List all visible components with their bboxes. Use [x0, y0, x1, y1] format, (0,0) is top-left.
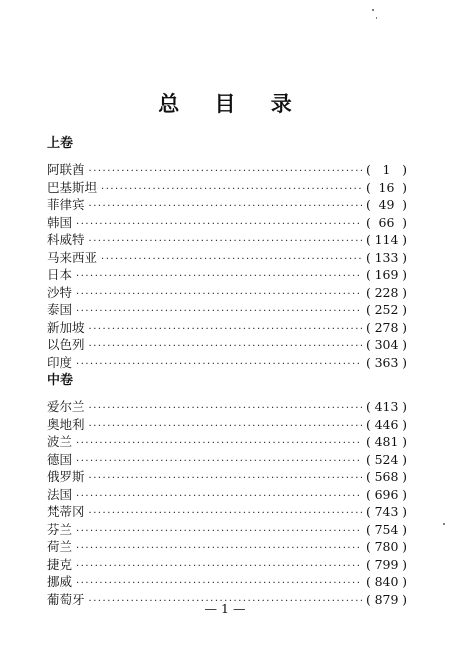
toc-entry-page — [366, 468, 407, 486]
toc-entry[interactable] — [47, 521, 407, 539]
toc-entry[interactable] — [47, 231, 407, 249]
toc-entry-title: 日本 — [47, 267, 73, 282]
paren-close: ) — [402, 302, 407, 317]
toc-entry-page — [366, 433, 407, 451]
dot-leader — [89, 198, 362, 216]
toc-entry[interactable] — [47, 573, 407, 591]
dot-leader — [89, 505, 362, 523]
page-number-footer: — 1 — — [204, 601, 246, 616]
paren-close: ) — [402, 337, 407, 352]
paren-close: ) — [402, 319, 407, 335]
paren-open: ( — [366, 302, 371, 317]
toc-entry[interactable] — [47, 161, 407, 179]
dot-leader — [76, 488, 362, 506]
dot-leader — [76, 453, 362, 471]
paren-close: ) — [402, 354, 407, 370]
toc-entry-page — [366, 416, 407, 434]
dot-leader — [89, 233, 362, 251]
page-number: 879 — [374, 591, 399, 607]
paren-open: ( — [366, 556, 371, 572]
toc-entry[interactable] — [47, 179, 407, 197]
paren-open: ( — [366, 521, 371, 537]
toc-entry-page — [366, 486, 407, 504]
toc-entry[interactable] — [47, 196, 407, 214]
paren-open: ( — [366, 451, 371, 467]
paren-open: ( — [366, 249, 371, 265]
paren-open: ( — [366, 539, 371, 554]
section-heading: 中卷 — [47, 373, 74, 388]
toc-entry-page — [366, 354, 407, 372]
toc-entry[interactable] — [47, 433, 407, 451]
paren-close: ) — [402, 591, 407, 607]
paren-close: ) — [402, 232, 407, 247]
toc-entry-title: 荷兰 — [47, 539, 73, 554]
toc-entry[interactable] — [47, 301, 407, 319]
toc-entry[interactable] — [47, 319, 407, 337]
page-number: 252 — [374, 302, 399, 317]
page-number: 446 — [374, 416, 399, 432]
toc-entry[interactable] — [47, 486, 407, 504]
dot-leader — [76, 523, 362, 541]
dot-leader — [76, 356, 362, 374]
toc-section-upper-volume — [47, 136, 407, 371]
toc-entry-title: 爱尔兰 — [47, 399, 85, 414]
page-number: 49 — [378, 197, 395, 212]
paren-open: ( — [366, 337, 371, 352]
page-number: 1 — [382, 162, 391, 177]
toc-entry-title: 沙特 — [47, 284, 73, 300]
dot-leader — [76, 575, 362, 593]
dot-leader — [89, 470, 362, 488]
dot-leader — [76, 435, 362, 453]
paren-close: ) — [402, 249, 407, 265]
toc-entry[interactable] — [47, 556, 407, 574]
paren-close: ) — [402, 267, 407, 282]
page-number: 16 — [378, 179, 395, 195]
toc-entry-title: 法国 — [47, 486, 73, 502]
paren-open: ( — [366, 319, 371, 335]
scan-speck — [372, 9, 374, 11]
toc-entry-title: 巴基斯坦 — [47, 179, 98, 195]
dot-leader — [76, 286, 362, 304]
paren-close: ) — [402, 574, 407, 589]
paren-close: ) — [402, 451, 407, 467]
toc-entry-title: 波兰 — [47, 434, 73, 449]
paren-close: ) — [402, 179, 407, 195]
toc-entry-page — [366, 451, 407, 469]
toc-entry[interactable] — [47, 266, 407, 284]
dot-leader — [76, 303, 362, 321]
toc-entry-page — [366, 556, 407, 574]
paren-open: ( — [366, 591, 371, 607]
toc-list — [47, 398, 407, 608]
toc-entry-title: 葡萄牙 — [47, 591, 85, 607]
toc-entry-page — [366, 336, 407, 354]
page-number: 133 — [374, 249, 399, 265]
toc-entry-title: 奥地利 — [47, 416, 85, 432]
toc-entry-title: 梵蒂冈 — [47, 504, 85, 519]
toc-entry-title: 以色列 — [47, 337, 85, 352]
toc-entry[interactable] — [47, 214, 407, 232]
toc-entry-title: 挪威 — [47, 574, 73, 589]
toc-entry-title: 印度 — [47, 354, 73, 370]
dot-leader — [76, 216, 362, 234]
toc-entry-title: 科威特 — [47, 232, 85, 247]
dot-leader — [89, 163, 362, 181]
paren-close: ) — [402, 469, 407, 484]
toc-entry-page — [366, 231, 407, 249]
toc-entry[interactable] — [47, 538, 407, 556]
scan-speck — [443, 523, 445, 525]
toc-entry-page — [366, 398, 407, 416]
paren-open: ( — [366, 197, 371, 212]
dot-leader — [89, 321, 362, 339]
page-number: 799 — [374, 556, 399, 572]
dot-leader — [101, 251, 362, 269]
toc-list — [47, 161, 407, 371]
toc-section-middle-volume — [47, 373, 407, 608]
paren-close: ) — [402, 284, 407, 300]
paren-open: ( — [366, 574, 371, 589]
paren-close: ) — [402, 162, 407, 177]
page-number: 114 — [374, 232, 399, 247]
toc-entry-page — [366, 301, 407, 319]
page-number: 524 — [374, 451, 399, 467]
toc-entry-title: 新加坡 — [47, 319, 85, 335]
dot-leader — [76, 540, 362, 558]
toc-entry-title: 俄罗斯 — [47, 469, 85, 484]
page-number: 754 — [374, 521, 399, 537]
page-number: 780 — [374, 539, 399, 554]
page-number: 304 — [374, 337, 399, 352]
paren-open: ( — [366, 267, 371, 282]
dot-leader — [101, 181, 362, 199]
toc-entry[interactable] — [47, 503, 407, 521]
toc-entry-page — [366, 521, 407, 539]
toc-entry-page — [366, 179, 407, 197]
page-number: 413 — [374, 399, 399, 414]
paren-close: ) — [402, 197, 407, 212]
dot-leader — [76, 268, 362, 286]
paren-close: ) — [402, 521, 407, 537]
page-number: 840 — [374, 574, 399, 589]
toc-entry-page — [366, 284, 407, 302]
page-number: 481 — [374, 434, 399, 449]
paren-close: ) — [402, 214, 407, 230]
toc-entry[interactable] — [47, 336, 407, 354]
paren-close: ) — [402, 416, 407, 432]
toc-entry-page — [366, 161, 407, 179]
dot-leader — [76, 558, 362, 576]
page-number: 169 — [374, 267, 399, 282]
toc-entry[interactable] — [47, 416, 407, 434]
toc-entry-page — [366, 249, 407, 267]
dot-leader — [89, 338, 362, 356]
toc-entry-page — [366, 214, 407, 232]
page-number: 228 — [374, 284, 399, 300]
toc-entry[interactable] — [47, 451, 407, 469]
paren-close: ) — [402, 556, 407, 572]
paren-close: ) — [402, 504, 407, 519]
page-number: 66 — [378, 214, 395, 230]
toc-entry-page — [366, 573, 407, 591]
page-number: 743 — [374, 504, 399, 519]
paren-open: ( — [366, 399, 371, 414]
toc-entry-page — [366, 538, 407, 556]
paren-open: ( — [366, 232, 371, 247]
paren-open: ( — [366, 416, 371, 432]
paren-open: ( — [366, 354, 371, 370]
toc-entry[interactable] — [47, 468, 407, 486]
paren-close: ) — [402, 434, 407, 449]
toc-entry[interactable] — [47, 354, 407, 372]
toc-entry-title: 菲律宾 — [47, 197, 85, 212]
dot-leader — [89, 400, 362, 418]
paren-open: ( — [366, 434, 371, 449]
section-heading: 上卷 — [47, 136, 74, 151]
page-number: 363 — [374, 354, 399, 370]
toc-entry[interactable] — [47, 398, 407, 416]
toc-entry-title: 马来西亚 — [47, 249, 98, 265]
paren-open: ( — [366, 214, 371, 230]
paren-open: ( — [366, 179, 371, 195]
toc-entry-page — [366, 196, 407, 214]
paren-close: ) — [402, 486, 407, 502]
paren-open: ( — [366, 504, 371, 519]
toc-entry-page — [366, 319, 407, 337]
toc-entry[interactable] — [47, 249, 407, 267]
page-number: 568 — [374, 469, 399, 484]
toc-entry[interactable] — [47, 284, 407, 302]
toc-entry-title: 芬兰 — [47, 521, 73, 537]
paren-open: ( — [366, 162, 371, 177]
toc-entry-title: 泰国 — [47, 302, 73, 317]
page-number: 278 — [374, 319, 399, 335]
toc-entry-page — [366, 266, 407, 284]
paren-close: ) — [402, 539, 407, 554]
dot-leader — [89, 418, 362, 436]
paren-open: ( — [366, 284, 371, 300]
toc-entry-title: 韩国 — [47, 214, 73, 230]
paren-open: ( — [366, 486, 371, 502]
toc-entry-page — [366, 503, 407, 521]
page-title: 总 目 录 — [158, 91, 306, 116]
page-number: 696 — [374, 486, 399, 502]
scan-speck — [376, 17, 377, 19]
toc-entry-title: 捷克 — [47, 556, 73, 572]
paren-close: ) — [402, 399, 407, 414]
paren-open: ( — [366, 469, 371, 484]
toc-entry-title: 阿联酋 — [47, 162, 85, 177]
toc-entry-title: 德国 — [47, 451, 73, 467]
